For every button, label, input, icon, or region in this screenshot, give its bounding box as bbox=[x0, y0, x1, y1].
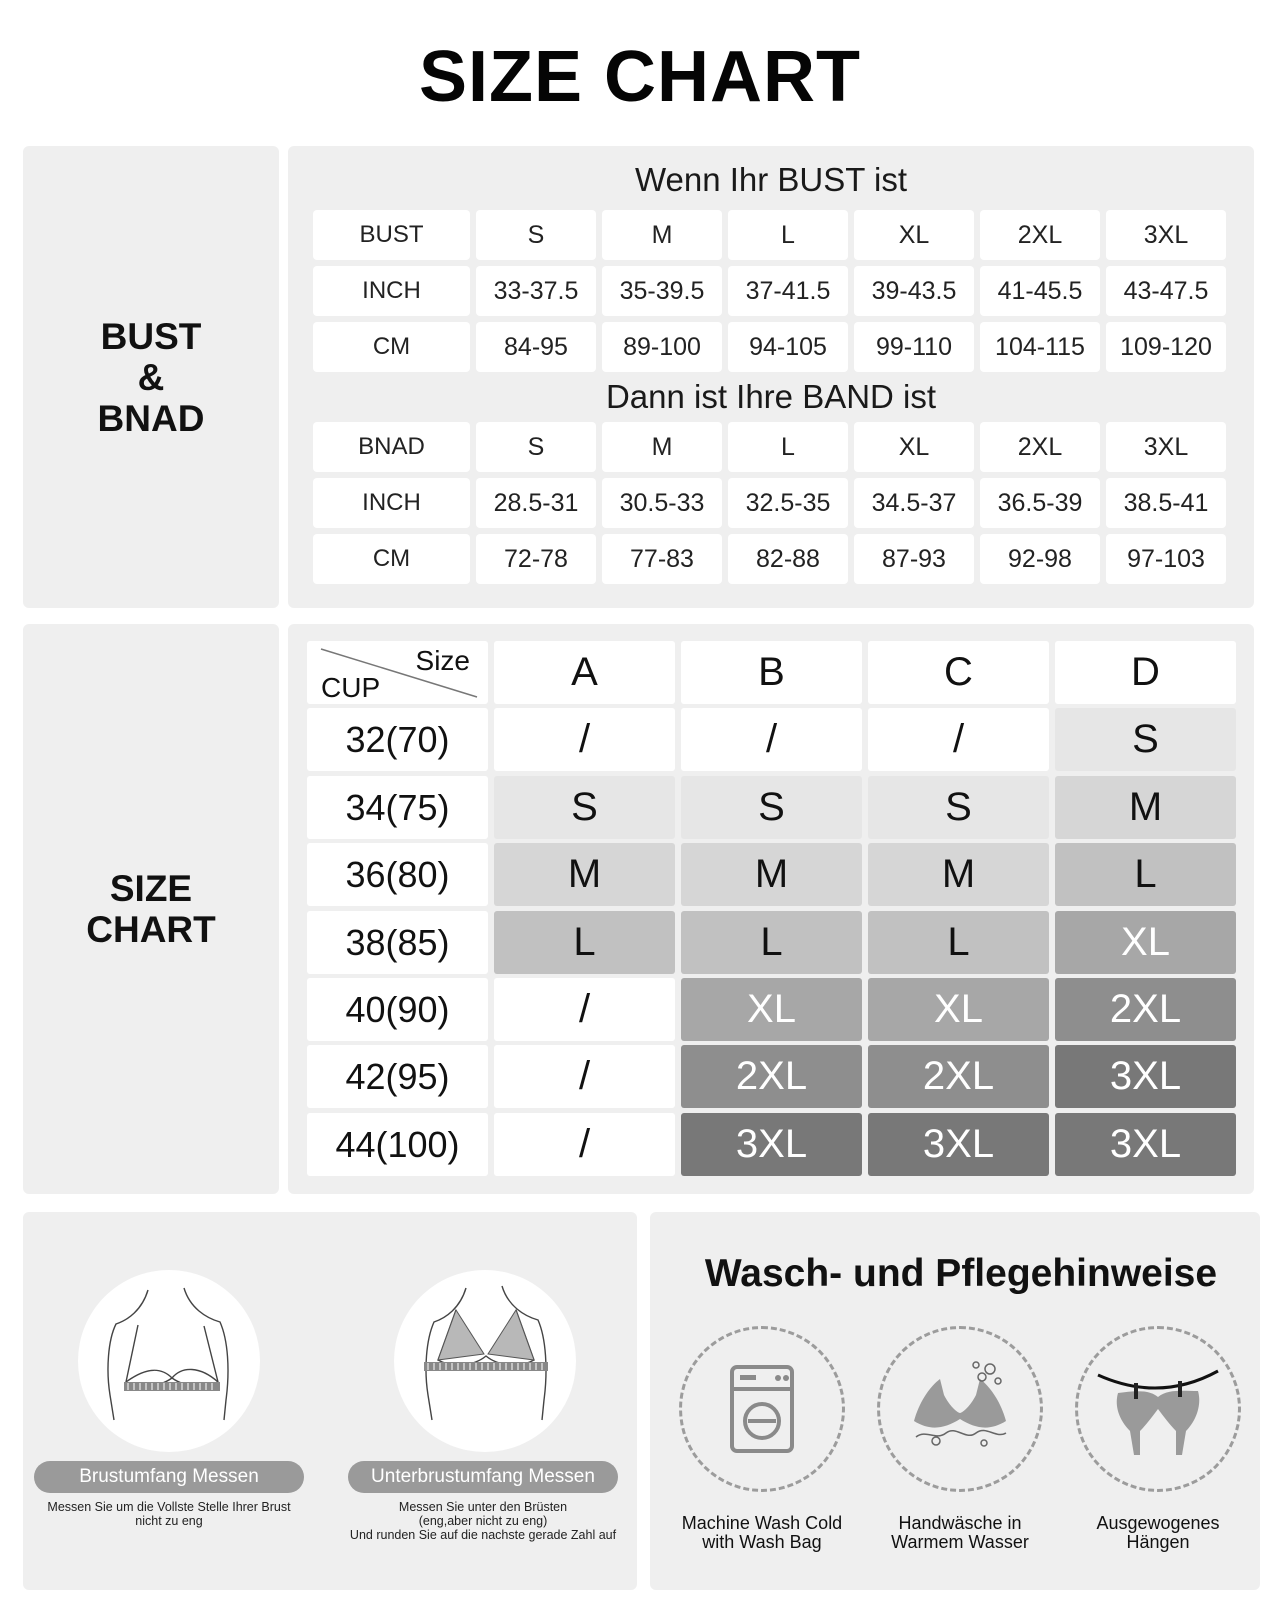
size-cell: S bbox=[1055, 708, 1236, 771]
size-cell: XL bbox=[1055, 911, 1236, 974]
measure-cell: 35-39.5 bbox=[602, 266, 722, 316]
measure-cell: 37-41.5 bbox=[728, 266, 848, 316]
measure-cell: 43-47.5 bbox=[1106, 266, 1226, 316]
row-header-cell: BNAD bbox=[313, 422, 470, 472]
cup-header-b: B bbox=[681, 641, 862, 704]
size-cell: 3XL bbox=[1055, 1045, 1236, 1108]
side-label-line: & bbox=[137, 356, 165, 398]
hanging-bra-icon bbox=[1078, 1329, 1238, 1489]
measure-cell: 92-98 bbox=[980, 534, 1100, 584]
side-label-line: CHART bbox=[86, 909, 216, 950]
cup-header-d: D bbox=[1055, 641, 1236, 704]
measure-cell: 97-103 bbox=[1106, 534, 1226, 584]
measure-cell: 87-93 bbox=[854, 534, 974, 584]
care-label-line: with Wash Bag bbox=[702, 1532, 822, 1552]
hanging-care-label bbox=[1058, 1514, 1258, 1552]
size-cell: XL bbox=[868, 978, 1049, 1041]
measure-cell: 82-88 bbox=[728, 534, 848, 584]
size-header-cell: M bbox=[602, 422, 722, 472]
size-header-cell: XL bbox=[854, 422, 974, 472]
care-label-line: Ausgewogenes bbox=[1096, 1513, 1220, 1533]
hanging-circle bbox=[1075, 1326, 1241, 1492]
corner-cup-label: CUP bbox=[321, 672, 381, 703]
size-cell: L bbox=[494, 911, 675, 974]
size-cell: 2XL bbox=[868, 1045, 1049, 1108]
note-line: Und runden Sie auf die nachste gerade Zahl auf bbox=[349, 1528, 617, 1542]
measure-cell: 94-105 bbox=[728, 322, 848, 372]
washing-machine-icon bbox=[682, 1329, 842, 1489]
row-header-cell: INCH bbox=[313, 266, 470, 316]
size-cell: S bbox=[868, 776, 1049, 839]
size-cell: / bbox=[494, 978, 675, 1041]
measure-cell: 30.5-33 bbox=[602, 478, 722, 528]
row-header-cell: INCH bbox=[313, 478, 470, 528]
band-row-header: 34(75) bbox=[307, 776, 488, 839]
size-header-cell: 3XL bbox=[1106, 422, 1226, 472]
band-row-header: 38(85) bbox=[307, 911, 488, 974]
band-row-header: 32(70) bbox=[307, 708, 488, 771]
side-label-line: BNAD bbox=[97, 397, 205, 439]
size-header-cell: 3XL bbox=[1106, 210, 1226, 260]
size-header-cell: XL bbox=[854, 210, 974, 260]
measure-cell: 72-78 bbox=[476, 534, 596, 584]
size-header-cell: L bbox=[728, 422, 848, 472]
care-label-line: Handwäsche in bbox=[898, 1513, 1022, 1533]
size-cell: 3XL bbox=[681, 1113, 862, 1176]
size-cell: XL bbox=[681, 978, 862, 1041]
size-cell: M bbox=[681, 843, 862, 906]
size-cell: L bbox=[868, 911, 1049, 974]
underbust-measure-pill: Unterbrustumfang Messen bbox=[348, 1461, 618, 1493]
size-cell: M bbox=[1055, 776, 1236, 839]
size-chart-side-label bbox=[23, 624, 279, 1194]
band-row-header: 36(80) bbox=[307, 843, 488, 906]
wash-care-label bbox=[662, 1514, 862, 1552]
band-row-header: 42(95) bbox=[307, 1045, 488, 1108]
size-cell: S bbox=[494, 776, 675, 839]
underbust-figure-circle bbox=[394, 1270, 576, 1452]
size-cell: 3XL bbox=[1055, 1113, 1236, 1176]
size-header-cell: S bbox=[476, 422, 596, 472]
size-cell: L bbox=[681, 911, 862, 974]
hand-wash-bra-icon bbox=[880, 1329, 1040, 1489]
measure-cell: 28.5-31 bbox=[476, 478, 596, 528]
row-header-cell: CM bbox=[313, 322, 470, 372]
note-line: (eng,aber nicht zu eng) bbox=[418, 1514, 548, 1528]
care-label-line: Machine Wash Cold bbox=[681, 1513, 843, 1533]
size-cell: / bbox=[494, 1045, 675, 1108]
note-line: nicht zu eng bbox=[135, 1514, 203, 1528]
measure-cell: 32.5-35 bbox=[728, 478, 848, 528]
bust-measure-note bbox=[34, 1500, 304, 1528]
side-label-line: SIZE bbox=[109, 868, 193, 909]
band-row-header: 40(90) bbox=[307, 978, 488, 1041]
size-cell: / bbox=[494, 708, 675, 771]
band-heading: Dann ist Ihre BAND ist bbox=[605, 378, 937, 415]
measure-cell: 36.5-39 bbox=[980, 478, 1100, 528]
size-cell: M bbox=[494, 843, 675, 906]
note-line: Messen Sie um die Vollste Stelle Ihrer Brust bbox=[47, 1500, 291, 1514]
measure-cell: 41-45.5 bbox=[980, 266, 1100, 316]
measure-cell: 77-83 bbox=[602, 534, 722, 584]
row-header-cell: BUST bbox=[313, 210, 470, 260]
bust-heading: Wenn Ihr BUST ist bbox=[634, 161, 908, 198]
handwash-care-label bbox=[860, 1514, 1060, 1552]
size-cell: 2XL bbox=[681, 1045, 862, 1108]
bust-band-side-label bbox=[23, 146, 279, 608]
cup-header-a: A bbox=[494, 641, 675, 704]
corner-cell bbox=[307, 641, 488, 704]
size-cell: 3XL bbox=[868, 1113, 1049, 1176]
size-header-cell: 2XL bbox=[980, 210, 1100, 260]
page-title: SIZE CHART bbox=[419, 37, 861, 117]
corner-size-label: Size bbox=[415, 645, 470, 676]
measure-cell: 104-115 bbox=[980, 322, 1100, 372]
bust-measure-pill: Brustumfang Messen bbox=[34, 1461, 304, 1493]
size-cell: L bbox=[1055, 843, 1236, 906]
underbust-measure-note bbox=[330, 1500, 636, 1542]
size-cell: / bbox=[494, 1113, 675, 1176]
size-header-cell: L bbox=[728, 210, 848, 260]
measure-cell: 89-100 bbox=[602, 322, 722, 372]
size-header-cell: M bbox=[602, 210, 722, 260]
row-header-cell: CM bbox=[313, 534, 470, 584]
wash-circle bbox=[679, 1326, 845, 1492]
measure-cell: 39-43.5 bbox=[854, 266, 974, 316]
side-label-line: BUST bbox=[100, 315, 202, 357]
measure-cell: 33-37.5 bbox=[476, 266, 596, 316]
care-label-line: Hängen bbox=[1126, 1532, 1190, 1552]
cup-header-c: C bbox=[868, 641, 1049, 704]
bra-underbust-figure-icon bbox=[394, 1270, 576, 1452]
size-cell: / bbox=[681, 708, 862, 771]
size-cell: S bbox=[681, 776, 862, 839]
measure-cell: 34.5-37 bbox=[854, 478, 974, 528]
band-row-header: 44(100) bbox=[307, 1113, 488, 1176]
measure-cell: 99-110 bbox=[854, 322, 974, 372]
care-label-line: Warmem Wasser bbox=[891, 1532, 1029, 1552]
size-cell: 2XL bbox=[1055, 978, 1236, 1041]
measure-cell: 38.5-41 bbox=[1106, 478, 1226, 528]
measure-cell: 84-95 bbox=[476, 322, 596, 372]
size-cell: / bbox=[868, 708, 1049, 771]
measure-cell: 109-120 bbox=[1106, 322, 1226, 372]
size-header-cell: 2XL bbox=[980, 422, 1100, 472]
size-header-cell: S bbox=[476, 210, 596, 260]
size-cell: M bbox=[868, 843, 1049, 906]
bra-bust-figure-icon bbox=[78, 1270, 260, 1452]
note-line: Messen Sie unter den Brüsten bbox=[398, 1500, 568, 1514]
bust-figure-circle bbox=[78, 1270, 260, 1452]
care-title: Wasch- und Pflegehinweise bbox=[704, 1252, 1218, 1295]
handwash-circle bbox=[877, 1326, 1043, 1492]
